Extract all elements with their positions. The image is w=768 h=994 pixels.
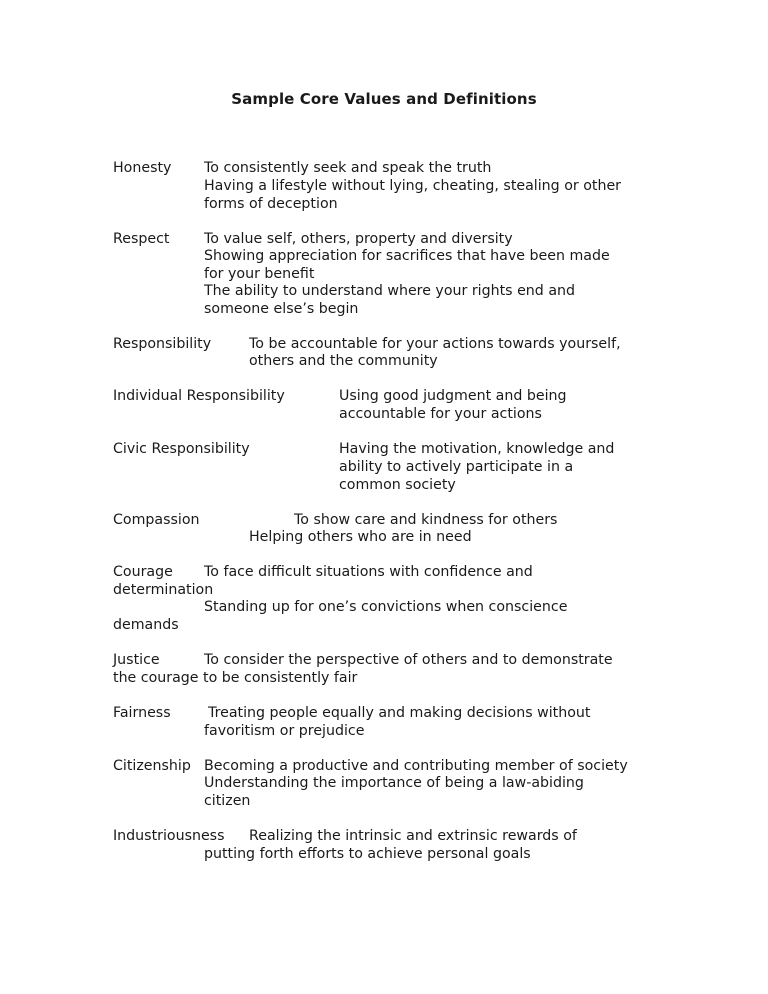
definition-line: To consistently seek and speak the truth <box>204 160 492 176</box>
page-title: Sample Core Values and Definitions <box>231 90 537 108</box>
term-industriousness: Industriousness <box>113 828 225 844</box>
term-fairness: Fairness <box>113 705 171 721</box>
term-compassion: Compassion <box>113 512 200 528</box>
definition-line: To be accountable for your actions towards yourself, <box>249 336 621 352</box>
definition-line: for your benefit <box>204 266 315 282</box>
term-respect: Respect <box>113 231 170 247</box>
definition-line: To face difficult situations with confidence and <box>204 564 533 580</box>
definition-line: Standing up for one’s convictions when conscience <box>204 599 568 615</box>
definition-line: Having the motivation, knowledge and <box>339 441 615 457</box>
definition-line: Understanding the importance of being a law-abiding <box>204 775 584 791</box>
term-courage: Courage <box>113 564 173 580</box>
definition-line: Helping others who are in need <box>249 529 472 545</box>
term-justice: Justice <box>113 652 160 668</box>
definition-line: Treating people equally and making decisions without <box>208 705 591 721</box>
definition-line: demands <box>113 617 179 633</box>
definition-line: others and the community <box>249 353 438 369</box>
term-honesty: Honesty <box>113 160 172 176</box>
definition-line: someone else’s begin <box>204 301 359 317</box>
definition-line: Using good judgment and being <box>339 388 567 404</box>
definition-line: To value self, others, property and diversity <box>204 231 513 247</box>
term-responsibility: Responsibility <box>113 336 212 352</box>
definition-line: the courage to be consistently fair <box>113 670 358 686</box>
definition-line: accountable for your actions <box>339 406 542 422</box>
definition-line: Having a lifestyle without lying, cheating, stealing or other <box>204 178 622 194</box>
definition-line: The ability to understand where your rights end and <box>204 283 576 299</box>
definition-line: Showing appreciation for sacrifices that have been made <box>204 248 610 264</box>
definition-line: common society <box>339 477 456 493</box>
definition-line: To show care and kindness for others <box>294 512 558 528</box>
definition-line: putting forth efforts to achieve personal goals <box>204 846 531 862</box>
definition-line: ability to actively participate in a <box>339 459 574 475</box>
definition-line: forms of deception <box>204 196 338 212</box>
term-individual-responsibility: Individual Responsibility <box>113 388 285 404</box>
definition-line: To consider the perspective of others and to demonstrate <box>204 652 613 668</box>
definition-line: citizen <box>204 793 251 809</box>
term-citizenship: Citizenship <box>113 758 191 774</box>
definition-line: Becoming a productive and contributing member of society <box>204 758 628 774</box>
definition-line: favoritism or prejudice <box>204 723 365 739</box>
term-civic-responsibility: Civic Responsibility <box>113 441 250 457</box>
definition-line: determination <box>113 582 214 598</box>
definition-line: Realizing the intrinsic and extrinsic rewards of <box>249 828 577 844</box>
